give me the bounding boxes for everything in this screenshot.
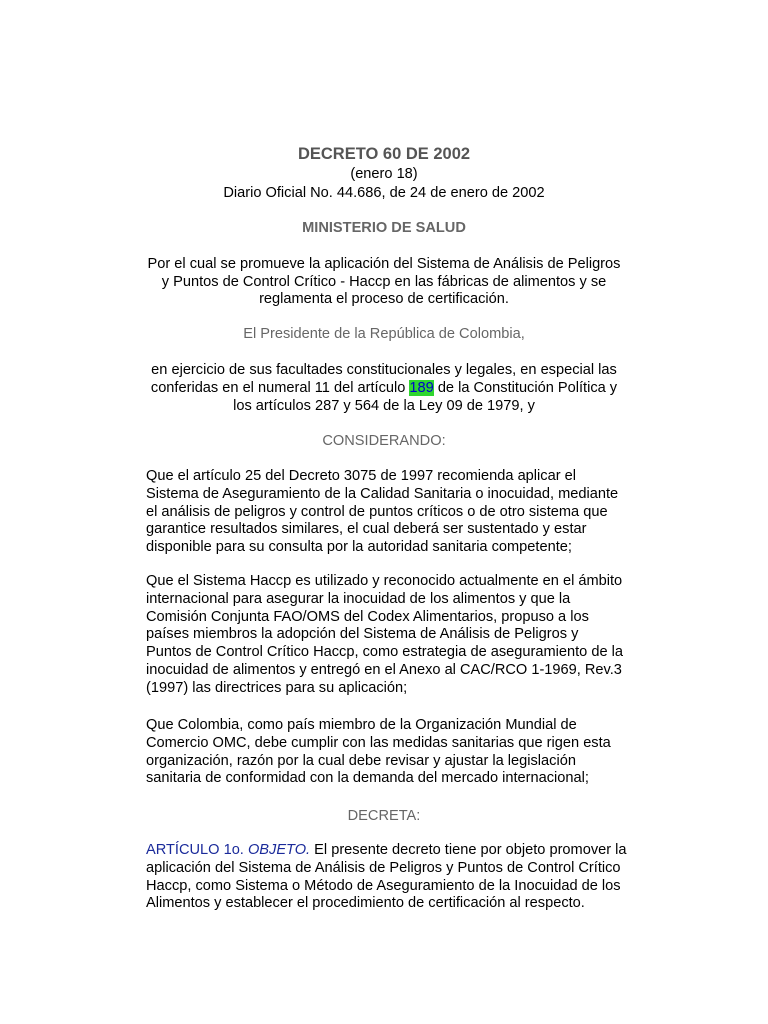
decree-date: (enero 18) (350, 166, 418, 182)
ejercicio-line-2-post: de la Constitución Política y (433, 380, 618, 396)
articulo-line-1 (146, 842, 666, 860)
paragraph-line: países miembros la adopción del Sistema de Análisis de Peligros y (146, 626, 579, 643)
paragraph-line: internacional para asegurar la inocuidad de los alimentos y que la (146, 590, 571, 607)
paragraph-line: garantice resultados similares, el cual deberá ser sustentado y estar (146, 521, 587, 538)
considerando-heading: CONSIDERANDO: (322, 433, 446, 449)
intro-line-1: Por el cual se promueve la aplicación del Sistema de Análisis de Peligros (147, 256, 621, 272)
paragraph-line: Comisión Conjunta FAO/OMS del Codex Alimentarios, propuso a los (146, 608, 589, 625)
articulo-1 (146, 842, 666, 913)
paragraph-2 (146, 573, 666, 698)
ministerio: MINISTERIO DE SALUD (302, 220, 466, 236)
ejercicio-line-2 (0, 379, 768, 397)
intro-line-3: reglamenta el proceso de certificación. (259, 291, 509, 307)
paragraph-line: Haccp, como Sistema o Método de Aseguramiento de la Inocuidad de los (146, 877, 621, 894)
paragraph-line: organización, razón por la cual debe revisar y ajustar la legislación (146, 752, 576, 769)
paragraph-line: Sistema de Aseguramiento de la Calidad Sanitaria o inocuidad, mediante (146, 485, 619, 502)
ejercicio-line-1: en ejercicio de sus facultades constitucionales y legales, en especial las (151, 362, 617, 378)
paragraph-line: (1997) las directrices para su aplicación; (146, 679, 408, 696)
decree-title: DECRETO 60 DE 2002 (297, 145, 471, 163)
presidente: El Presidente de la República de Colombia, (243, 326, 525, 342)
paragraph-line: Que el Sistema Haccp es utilizado y reconocido actualmente en el ámbito (146, 573, 623, 589)
paragraph-line: Comercio OMC, debe cumplir con las medidas sanitarias que rigen esta (146, 734, 611, 751)
articulo-objeto: OBJETO. (247, 842, 311, 858)
paragraph-line: disponible para su consulta por la autoridad sanitaria competente; (146, 539, 572, 556)
paragraph-line: Puntos de Control Crítico Haccp, como estrategia de aseguramiento de la (146, 644, 623, 661)
paragraph-line: aplicación del Sistema de Análisis de Peligros y Puntos de Control Crítico (146, 859, 621, 876)
article-189-link[interactable]: 189 (409, 380, 434, 396)
paragraph-line: el análisis de peligros y control de puntos críticos o de otro sistema que (146, 503, 608, 520)
decreta-heading: DECRETA: (347, 808, 421, 824)
paragraph-line: inocuidad de alimentos y entregó en el Anexo al CAC/RCO 1-1969, Rev.3 (146, 661, 622, 678)
paragraph-line: Alimentos y establecer el procedimiento de certificación al respecto. (146, 895, 585, 912)
paragraph-line: sanitaria de conformidad con la demanda del mercado internacional; (146, 770, 589, 787)
paragraph-line: Que el artículo 25 del Decreto 3075 de 1997 recomienda aplicar el (146, 468, 576, 484)
paragraph-1 (146, 468, 666, 557)
intro-line-2: y Puntos de Control Crítico - Haccp en las fábricas de alimentos y se (161, 274, 607, 290)
paragraph-line: Que Colombia, como país miembro de la Organización Mundial de (146, 717, 577, 733)
paragraph-3 (146, 717, 666, 788)
ejercicio-line-3: los artículos 287 y 564 de la Ley 09 de 1979, y (233, 398, 535, 414)
articulo-line-1-rest: El presente decreto tiene por objeto promover la (310, 842, 627, 858)
diario-oficial: Diario Oficial No. 44.686, de 24 de enero de 2002 (223, 185, 545, 201)
articulo-label: ARTÍCULO 1o. (146, 842, 244, 858)
ejercicio-line-2-pre: conferidas en el numeral 11 del artículo (150, 380, 410, 396)
